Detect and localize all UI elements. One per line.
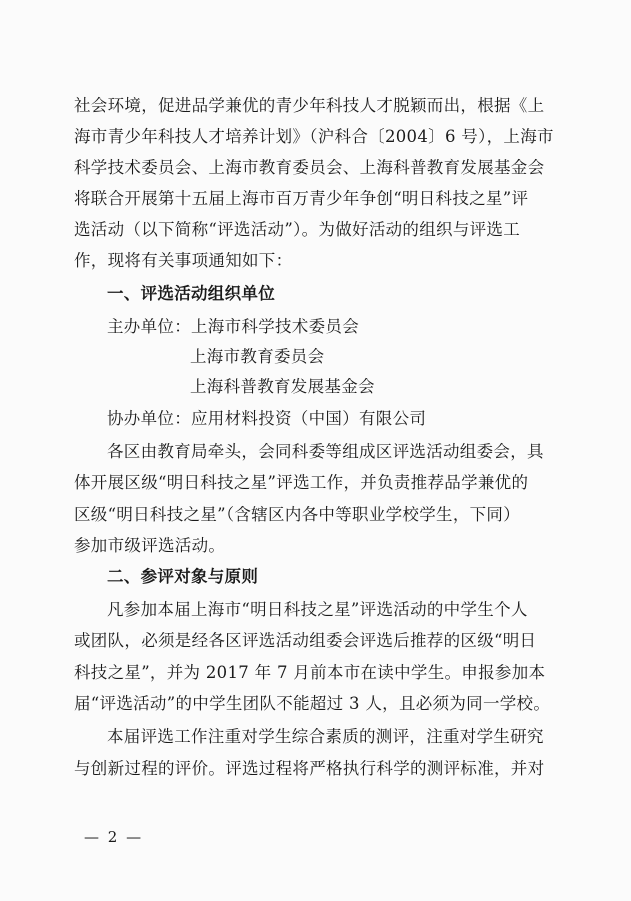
body-line: 参加市级评选活动。 xyxy=(74,536,226,555)
organizer-line: 主办单位：上海市科学技术委员会 xyxy=(107,317,359,336)
body-line: 与创新过程的评价。评选过程将严格执行科学的测评标准，并对 xyxy=(74,759,545,778)
body-line: 区级“明日科技之星”（含辖区内各中等职业学校学生，下同） xyxy=(74,505,521,524)
body-line: 届“评选活动”的中学生团队不能超过 3 人，且必须为同一学校。 xyxy=(74,694,551,713)
co-organizer-line: 协办单位：应用材料投资（中国）有限公司 xyxy=(107,409,427,428)
body-line: 各区由教育局牵头，会同科委等组成区评选活动组委会，具 xyxy=(107,442,544,461)
body-line: 海市青少年科技人才培养计划》（沪科合〔2004〕6 号），上海市 xyxy=(74,127,554,146)
section-heading-1: 一、评选活动组织单位 xyxy=(107,284,275,303)
body-line: 作，现将有关事项通知如下： xyxy=(74,251,293,270)
section-heading-2: 二、参评对象与原则 xyxy=(107,567,259,586)
organizer-line: 上海科普教育发展基金会 xyxy=(190,377,375,396)
page-number: — 2 — xyxy=(84,828,144,846)
body-line: 社会环境，促进品学兼优的青少年科技人才脱颖而出，根据《上 xyxy=(74,96,545,115)
body-line: 选活动（以下简称“评选活动”）。为做好活动的组织与评选工 xyxy=(74,220,521,239)
body-line: 凡参加本届上海市“明日科技之星”评选活动的中学生个人 xyxy=(107,600,528,619)
body-line: 本届评选工作注重对学生综合素质的测评，注重对学生研究 xyxy=(107,727,544,746)
organizer-line: 上海市教育委员会 xyxy=(190,347,325,366)
body-line: 科学技术委员会、上海市教育委员会、上海科普教育发展基金会 xyxy=(74,158,545,177)
body-line: 将联合开展第十五届上海市百万青少年争创“明日科技之星”评 xyxy=(74,189,529,208)
body-line: 科技之星”，并为 2017 年 7 月前本市在读中学生。申报参加本 xyxy=(74,663,546,682)
body-line: 或团队，必须是经各区评选活动组委会评选后推荐的区级“明日 xyxy=(74,631,537,650)
body-line: 体开展区级“明日科技之星”评选工作，并负责推荐品学兼优的 xyxy=(74,473,529,492)
